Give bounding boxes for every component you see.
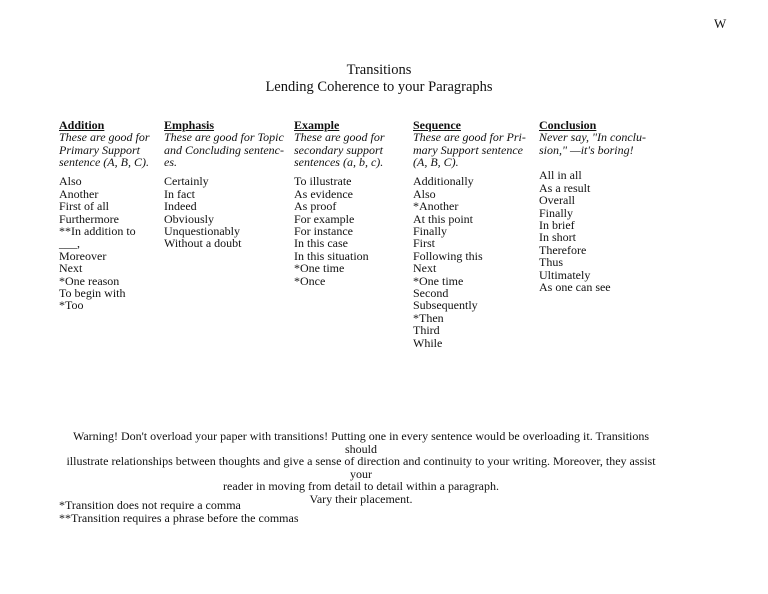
- list-item: Finally: [413, 224, 448, 239]
- list-item: Following this: [413, 248, 483, 263]
- list-item: In brief: [539, 218, 575, 233]
- page-letter: W: [714, 16, 727, 31]
- list-item: All in all: [539, 168, 582, 183]
- footnote-single-asterisk: *Transition does not require a comma: [59, 498, 241, 512]
- footnote-double-asterisk: **Transition requires a phrase before the commas: [59, 510, 299, 525]
- list-item: Ultimately: [539, 267, 591, 282]
- list-item: As evidence: [294, 186, 353, 201]
- transition-list: [539, 169, 659, 293]
- list-item: Additionally: [413, 174, 474, 189]
- column-heading: Example: [294, 118, 340, 132]
- page-title: Transitions: [346, 62, 412, 78]
- list-item: As one can see: [539, 280, 611, 295]
- warning-paragraph: [56, 430, 666, 505]
- transition-list: [413, 175, 535, 349]
- list-item: Finally: [539, 205, 574, 220]
- list-item: To begin with: [59, 286, 126, 301]
- list-item: In short: [539, 230, 576, 245]
- column-conclusion: [539, 119, 659, 293]
- list-item: Second: [413, 286, 449, 301]
- list-item: Overall: [539, 193, 575, 208]
- list-item: Also: [59, 174, 82, 189]
- list-item: As proof: [294, 199, 337, 214]
- column-heading: Sequence: [413, 118, 461, 132]
- list-item: While: [413, 335, 443, 350]
- list-item: For example: [294, 211, 355, 226]
- list-item: In this case: [294, 236, 348, 251]
- list-item: At this point: [413, 211, 474, 226]
- list-item: *Once: [294, 273, 326, 288]
- list-item: As a result: [539, 180, 591, 195]
- list-item: Subsequently: [413, 298, 478, 313]
- list-item: *Another: [413, 199, 459, 214]
- list-item: Without a doubt: [164, 236, 242, 251]
- page-subtitle: Lending Coherence to your Paragraphs: [265, 79, 493, 95]
- list-item: Thus: [539, 255, 563, 270]
- list-item: Indeed: [164, 199, 197, 214]
- list-item: Moreover: [59, 248, 107, 263]
- column-note: These are good for Topic and Concluding sentenc- es.: [164, 130, 284, 170]
- column-heading: Emphasis: [164, 118, 215, 132]
- list-item: *One time: [413, 273, 464, 288]
- transition-list: [59, 175, 159, 311]
- list-item: First of all: [59, 199, 109, 214]
- list-item: To illustrate: [294, 174, 352, 189]
- list-item: Unquestionably: [164, 224, 240, 239]
- list-item: For instance: [294, 224, 353, 239]
- column-note: These are good for secondary support sentences (a, b, c).: [294, 130, 385, 170]
- column-note: Never say, "In conclu- sion," —it's boring!: [539, 130, 647, 157]
- list-item: *One time: [294, 261, 345, 276]
- column-note: These are good for Primary Support sentence (A, B, C).: [59, 130, 150, 170]
- title-block: [0, 62, 758, 96]
- column-sequence: [413, 119, 535, 349]
- list-item: Also: [413, 186, 436, 201]
- column-note: These are good for Pri- mary Support sentence (A, B, C).: [413, 130, 526, 170]
- footnotes: [59, 499, 299, 524]
- list-item: Another: [59, 186, 99, 201]
- list-item: Furthermore: [59, 211, 119, 226]
- list-item: *Too: [59, 298, 84, 313]
- list-item: In this situation: [294, 248, 369, 263]
- list-item: Third: [413, 323, 440, 338]
- list-item: Next: [59, 261, 83, 276]
- warning-line: Vary their placement.: [309, 491, 413, 506]
- list-item: Obviously: [164, 211, 215, 226]
- list-item: Next: [413, 261, 437, 276]
- column-heading: Addition: [59, 118, 105, 132]
- warning-line: reader in moving from detail to detail within a paragraph.: [223, 479, 499, 493]
- list-item: First: [413, 236, 436, 251]
- warning-line: Warning! Don't overload your paper with transitions! Putting one in every sentence would be overloading it. Transitions should: [72, 429, 650, 456]
- list-item: In fact: [164, 186, 195, 201]
- column-example: [294, 119, 409, 287]
- transition-list: [294, 175, 409, 287]
- column-heading: Conclusion: [539, 118, 597, 132]
- transition-list: [164, 175, 290, 249]
- list-item: *One reason: [59, 273, 120, 288]
- column-emphasis: [164, 119, 290, 250]
- column-addition: [59, 119, 159, 312]
- list-item: *Then: [413, 310, 444, 325]
- list-item: Therefore: [539, 242, 587, 257]
- list-item: Certainly: [164, 174, 209, 189]
- list-item: **In addition to ___,: [59, 224, 136, 251]
- warning-line: illustrate relationships between thoughts and give a sense of direction and continuity to your writing. Moreover, they assist your: [66, 454, 656, 481]
